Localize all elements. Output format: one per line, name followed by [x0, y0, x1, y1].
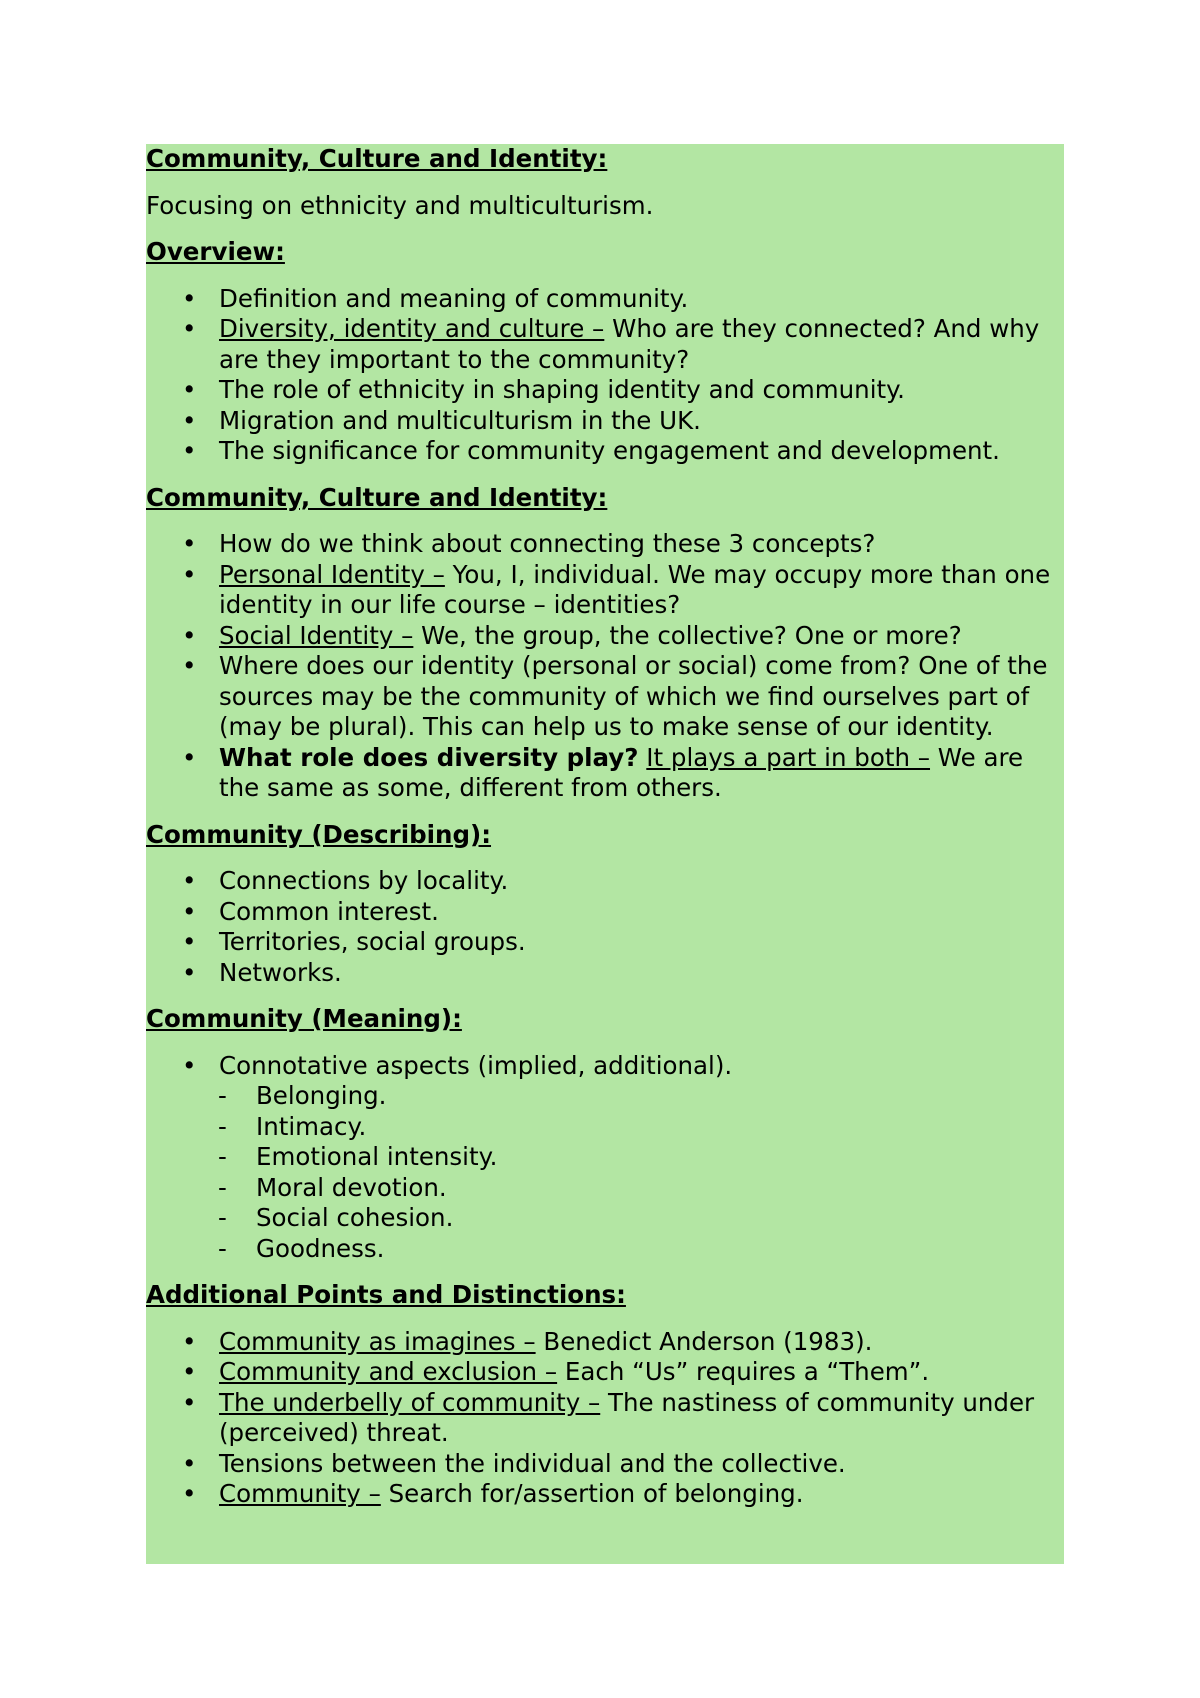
list-item: • What role does diversity play? It plays a part in both – We are the same as some, different from others. — [182, 742, 1024, 802]
list-item: • Territories, social groups. — [182, 927, 526, 956]
list-item: • Connections by locality. — [182, 866, 509, 895]
list-item: • Where does our identity (personal or social) come from? One of the sources may be the community of which we find ourselves part of (may be plural). This can help us to make sense of our identity. — [182, 651, 1048, 741]
section-heading-community-meaning: Community (Meaning): — [146, 1004, 462, 1033]
bullet-icon: • — [182, 742, 197, 772]
identity-list — [146, 529, 1064, 804]
bullet-icon: • — [182, 1479, 197, 1508]
list-item: • The underbelly of community – The nastiness of community under (perceived) threat. — [182, 1387, 1035, 1447]
dash-icon: - — [218, 1111, 227, 1141]
bullet-icon: • — [182, 927, 197, 956]
intro-paragraph: Focusing on ethnicity and multiculturism. — [146, 190, 654, 220]
meaning-list — [146, 1051, 1064, 1082]
sub-list-item: - Goodness. — [218, 1233, 385, 1263]
bullet-icon: • — [182, 314, 197, 343]
bullet-icon: • — [182, 559, 197, 589]
dash-icon: - — [218, 1172, 227, 1202]
list-item: • Migration and multiculturism in the UK. — [182, 405, 701, 435]
dash-icon: - — [218, 1142, 227, 1171]
bullet-icon: • — [182, 957, 197, 987]
meaning-sublist — [146, 1081, 1064, 1264]
sub-list-item: - Social cohesion. — [218, 1203, 454, 1232]
list-item: • Connotative aspects (implied, additional). — [182, 1050, 733, 1080]
bullet-icon: • — [182, 436, 197, 465]
dash-icon: - — [218, 1081, 227, 1110]
list-item: • Community and exclusion – Each “Us” requires a “Them”. — [182, 1357, 930, 1386]
dash-icon: - — [218, 1203, 227, 1232]
bullet-icon: • — [182, 866, 197, 895]
bullet-icon: • — [182, 1326, 197, 1356]
list-item: • Personal Identity – You, I, individual. We may occupy more than one identity in our life course – identities? — [182, 559, 1051, 619]
document-page — [146, 144, 1064, 1564]
sub-list-item: - Moral devotion. — [218, 1172, 447, 1202]
describing-list — [146, 866, 1064, 988]
dash-icon: - — [218, 1233, 227, 1263]
bullet-icon: • — [182, 1050, 197, 1080]
bullet-icon: • — [182, 1357, 197, 1386]
list-item: • Community – Search for/assertion of belonging. — [182, 1479, 804, 1508]
bullet-icon: • — [182, 1387, 197, 1417]
list-item: • Diversity, identity and culture – Who are they connected? And why are they important to the community? — [182, 314, 1040, 374]
section-heading-community-culture-identity: Community, Culture and Identity: — [146, 144, 608, 173]
section-heading-community-describing: Community (Describing): — [146, 819, 492, 849]
list-item: • How do we think about connecting these 3 concepts? — [182, 529, 876, 558]
list-item: • Tensions between the individual and the collective. — [182, 1448, 846, 1478]
bullet-icon: • — [182, 375, 197, 404]
sub-list-item: - Intimacy. — [218, 1111, 367, 1141]
list-item: • Networks. — [182, 957, 342, 987]
bullet-icon: • — [182, 405, 197, 435]
bullet-icon: • — [182, 283, 197, 313]
list-item: • The role of ethnicity in shaping identity and community. — [182, 375, 905, 404]
bullet-icon: • — [182, 896, 197, 926]
list-item: • Social Identity – We, the group, the collective? One or more? — [182, 620, 962, 650]
bullet-icon: • — [182, 620, 197, 650]
list-item: • Definition and meaning of community. — [182, 283, 689, 313]
bullet-icon: • — [182, 651, 197, 680]
sub-list-item: - Emotional intensity. — [218, 1142, 498, 1171]
section-heading-community-culture-identity-2: Community, Culture and Identity: — [146, 482, 608, 512]
overview-list — [146, 284, 1064, 467]
additional-points-list — [146, 1327, 1064, 1510]
list-item: • The significance for community engagement and development. — [182, 436, 1000, 465]
document-content — [146, 144, 1064, 1510]
sub-list-item: - Belonging. — [218, 1081, 387, 1110]
list-item: • Common interest. — [182, 896, 439, 926]
bullet-icon: • — [182, 529, 197, 558]
section-heading-additional-points: Additional Points and Distinctions: — [146, 1280, 626, 1309]
list-item: • Community as imagines – Benedict Anderson (1983). — [182, 1326, 873, 1356]
bullet-icon: • — [182, 1448, 197, 1478]
section-heading-overview: Overview: — [146, 237, 285, 266]
